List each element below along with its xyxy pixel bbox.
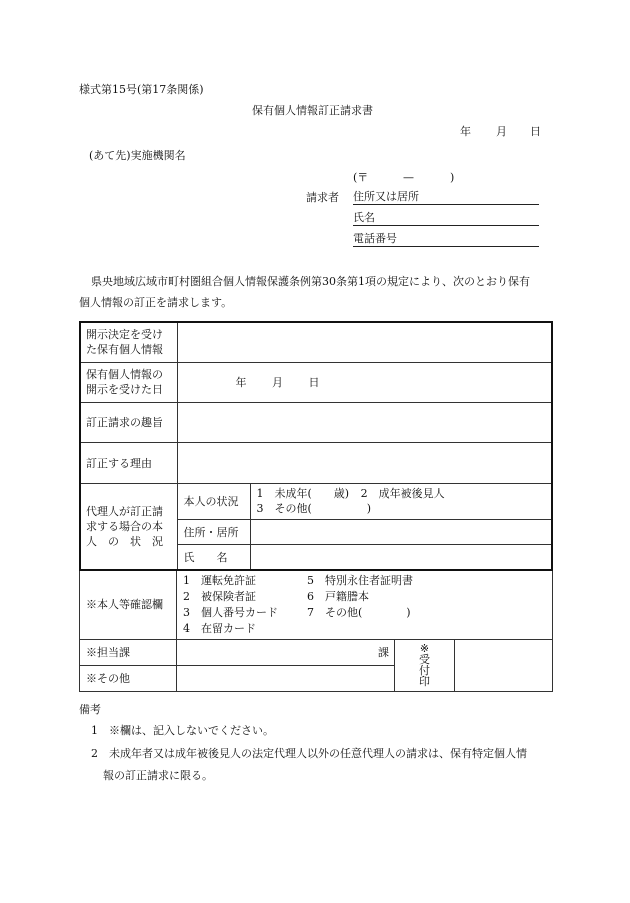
form-number: 様式第15号(第17条関係)	[79, 83, 204, 96]
disclosure-date-label: 保有個人情報の 開示を受けた日	[80, 362, 177, 402]
staff-section-label: ※担当課	[80, 639, 177, 665]
remarks-note-2-line-2: 報の訂正請求に限る。	[103, 769, 213, 782]
requester-label: 請求者	[306, 191, 339, 204]
row-disclosure-date	[80, 362, 552, 402]
form-title: 保有個人情報訂正請求書	[252, 104, 373, 117]
requester-name-label: 氏名	[353, 211, 375, 224]
row-reason	[80, 443, 552, 483]
status-option-guardianship[interactable]: 2 成年被後見人	[360, 487, 445, 501]
agent-status-label: 本人の状況	[177, 483, 250, 519]
id-option-residence-card[interactable]: 4 在留カード	[183, 622, 256, 636]
row-staff-section	[80, 639, 553, 665]
reception-stamp-field[interactable]	[455, 639, 553, 691]
requester-address-field[interactable]	[353, 190, 539, 205]
request-table	[79, 321, 553, 571]
reception-stamp-label: ※ 受 付 印	[395, 639, 455, 691]
disclosed-info-field[interactable]	[177, 322, 552, 362]
office-use-table	[79, 571, 553, 692]
id-option-family-register[interactable]: 6 戸籍謄本	[307, 590, 369, 604]
disclosure-year-label: 年	[235, 375, 247, 389]
status-option-other[interactable]: 3 その他( )	[256, 502, 372, 516]
agent-address-field[interactable]	[250, 520, 552, 545]
id-check-label: ※本人等確認欄	[80, 571, 177, 639]
disclosure-month-label: 月	[272, 375, 283, 389]
remarks-note-1: 1 ※欄は、記入しないでください。	[91, 724, 274, 737]
disclosure-date-field[interactable]	[177, 362, 552, 402]
requester-name-field[interactable]	[353, 211, 539, 226]
status-option-minor[interactable]: 1 未成年( 歳)	[256, 487, 350, 501]
disclosed-info-label: 開示決定を受け た保有個人情報	[80, 322, 177, 362]
id-option-insurance-card[interactable]: 2 被保険者証	[183, 590, 256, 604]
other-field[interactable]	[177, 665, 395, 691]
date-day-label: 日	[530, 125, 541, 138]
date-month-label: 月	[496, 125, 507, 138]
requester-phone-field[interactable]	[353, 232, 539, 247]
id-check-options[interactable]	[177, 571, 553, 639]
remarks-title: 備考	[79, 703, 101, 716]
postal-close: )	[450, 171, 455, 184]
agent-address-label: 住所・居所	[177, 520, 250, 545]
agent-name-field[interactable]	[250, 545, 552, 570]
agent-section-label: 代理人が訂正請 求する場合の本 人 の 状 況	[80, 483, 177, 570]
reason-label: 訂正する理由	[80, 443, 177, 483]
remarks-note-2-line-1: 2 未成年者又は成年被後見人の法定代理人以外の任意代理人の請求は、保有特定個人情	[91, 747, 527, 760]
purpose-field[interactable]	[177, 403, 552, 443]
requester-phone-label: 電話番号	[353, 232, 397, 245]
date-year-label: 年	[460, 125, 471, 138]
reason-field[interactable]	[177, 443, 552, 483]
ka-label: 課	[378, 645, 389, 659]
purpose-label: 訂正請求の趣旨	[80, 403, 177, 443]
id-option-other[interactable]: 7 その他( )	[307, 606, 411, 620]
requester-address-label: 住所又は居所	[353, 190, 419, 203]
disclosure-day-label: 日	[308, 375, 320, 389]
row-id-check	[80, 571, 553, 639]
intro-line-2: 個人情報の訂正を請求します。	[79, 296, 233, 309]
id-option-drivers-license[interactable]: 1 運転免許証	[183, 574, 256, 588]
id-option-special-resident[interactable]: 5 特別永住者証明書	[307, 574, 413, 588]
agent-status-options[interactable]	[250, 483, 552, 519]
postal-open: (〒	[353, 171, 369, 184]
agent-name-label: 氏 名	[177, 545, 250, 570]
row-disclosed-info	[80, 322, 552, 362]
row-agent-status	[80, 483, 552, 519]
staff-section-field[interactable]	[177, 639, 395, 665]
id-option-my-number-card[interactable]: 3 個人番号カード	[183, 606, 278, 620]
postal-dash: —	[403, 171, 414, 184]
intro-line-1: 県央地域広域市町村圏組合個人情報保護条例第30条第1項の規定により、次のとおり保有	[91, 275, 530, 288]
row-purpose	[80, 403, 552, 443]
other-label: ※その他	[80, 665, 177, 691]
addressee-label: (あて先)実施機関名	[89, 149, 186, 162]
